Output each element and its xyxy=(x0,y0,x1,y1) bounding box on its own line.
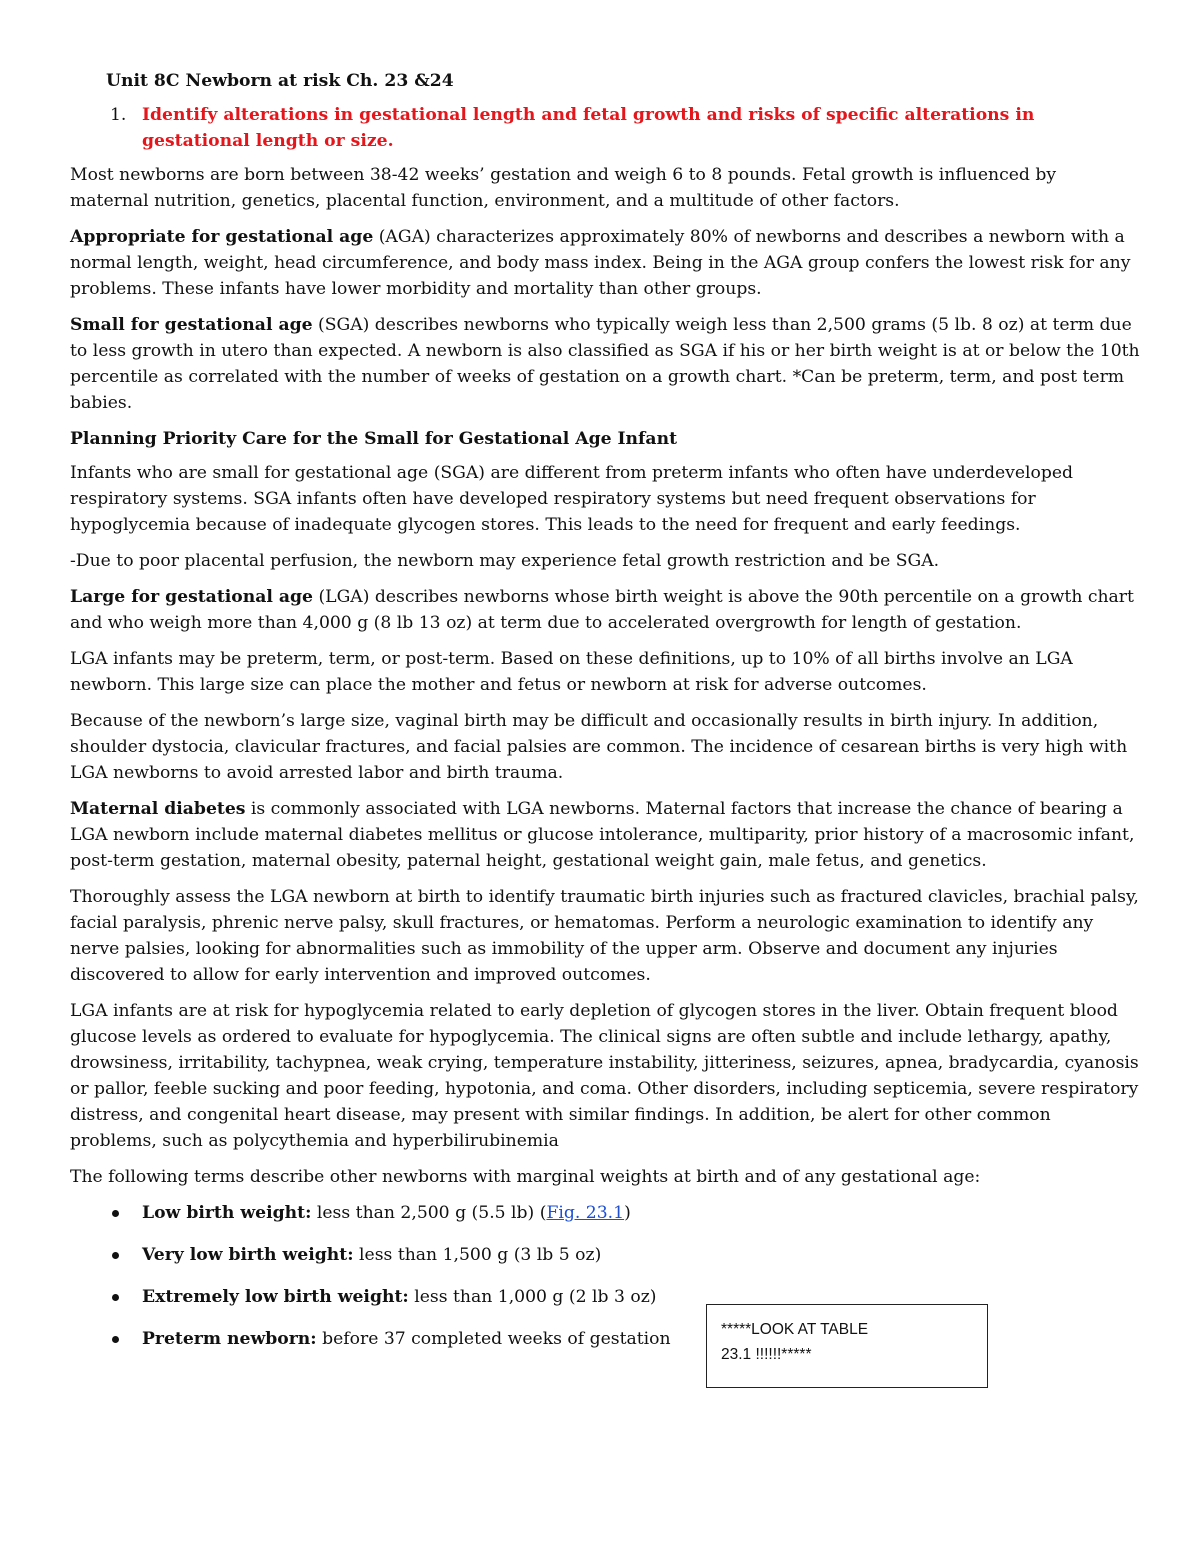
list-item: Very low birth weight: less than 1,500 g (3 lb 5 oz) xyxy=(70,1242,1140,1268)
list-item: Extremely low birth weight: less than 1,000 g (2 lb 3 oz) xyxy=(70,1284,1140,1310)
learning-objective xyxy=(70,102,1140,154)
lga-paragraph xyxy=(70,584,1140,636)
sga-note-paragraph: -Due to poor placental perfusion, the newborn may experience fetal growth restriction and be SGA. xyxy=(70,551,940,571)
hypoglycemia-paragraph: LGA infants are at risk for hypoglycemia related to early depletion of glycogen stores in the liver. Obtain frequent blood glucose levels as ordered to evaluate for hypoglycemia. The clinical signs are often subtle and include lethargy, apathy, drowsiness, irritability, tachypnea, weak crying, temperature instability, jitteriness, seizures, apnea, bradycardia, cyanosis or pallor, feeble sucking and poor feeding, hypotonia, and coma. Other disorders, including septicemia, severe respiratory distress, and congenital heart disease, may present with similar findings. In addition, be alert for other common problems, such as polycythemia and hyperbilirubinemia xyxy=(70,1001,1139,1151)
lga-size-paragraph: Because of the newborn’s large size, vaginal birth may be difficult and occasionally results in birth injury. In addition, shoulder dystocia, clavicular fractures, and facial palsies are common. The incidence of cesarean births is very high with LGA newborns to avoid arrested labor and birth trauma. xyxy=(70,711,1128,783)
table-reminder-line-2: 23.1 !!!!!!***** xyxy=(721,1346,812,1363)
lga-text: (LGA) describes newborns whose birth weight is above the 90th percentile on a growth chart and who weigh more than 4,000 g (8 lb 13 oz) at term due to accelerated overgrowth for length of gestation. xyxy=(70,587,1134,633)
table-reminder-line-1: *****LOOK AT TABLE xyxy=(721,1321,869,1338)
list-item: Low birth weight: less than 2,500 g (5.5 lb) (Fig. 23.1) xyxy=(70,1200,1140,1226)
intro-paragraph: Most newborns are born between 38-42 weeks’ gestation and weigh 6 to 8 pounds. Fetal growth is influenced by maternal nutrition, genetics, placental function, environment, and a multitude of other factors. xyxy=(70,165,1057,211)
bullet-icon xyxy=(112,1294,119,1301)
diabetes-text: is commonly associated with LGA newborns. Maternal factors that increase the chance of bearing a LGA newborn include maternal diabetes mellitus or glucose intolerance, multiparity, prior history of a macrosomic infant, post-term gestation, maternal obesity, paternal height, gestational weight gain, male fetus, and genetics. xyxy=(70,799,1135,871)
bullet-icon xyxy=(112,1210,119,1217)
sga-text: (SGA) describes newborns who typically weigh less than 2,500 grams (5 lb. 8 oz) at term due to less growth in utero than expected. A newborn is also classified as SGA if his or her birth weight is at or below the 10th percentile as correlated with the number of weeks of gestation on a growth chart. *Can be preterm, term, and post term babies. xyxy=(70,315,1140,413)
table-reminder-box xyxy=(706,1304,988,1388)
page-title: Unit 8C Newborn at risk Ch. 23 &24 xyxy=(106,71,454,91)
aga-text: (AGA) characterizes approximately 80% of newborns and describes a newborn with a normal length, weight, head circumference, and body mass index. Being in the AGA group confers the lowest risk for any problems. These infants have lower morbidity and mortality than other groups. xyxy=(70,227,1131,299)
objective-text: Identify alterations in gestational length and fetal growth and risks of specific alterations in gestational length or size. xyxy=(142,105,1035,151)
sga-care-heading: Planning Priority Care for the Small for Gestational Age Infant xyxy=(70,429,678,449)
list-item: Preterm newborn: before 37 completed weeks of gestation xyxy=(70,1326,1140,1352)
sga-paragraph xyxy=(70,312,1140,416)
terms-intro-paragraph: The following terms describe other newborns with marginal weights at birth and of any gestational age: xyxy=(70,1167,981,1187)
diabetes-term: Maternal diabetes xyxy=(70,799,246,819)
bullet-icon xyxy=(112,1252,119,1259)
sga-term: Small for gestational age xyxy=(70,315,313,335)
objective-number: 1. xyxy=(110,105,127,125)
document-body xyxy=(70,68,1140,1368)
sga-care-paragraph: Infants who are small for gestational age (SGA) are different from preterm infants who often have underdeveloped respiratory systems. SGA infants often have developed respiratory systems but need frequent observations for hypoglycemia because of inadequate glycogen stores. This leads to the need for frequent and early feedings. xyxy=(70,463,1074,535)
bullet-icon xyxy=(112,1336,119,1343)
lga-infants-paragraph: LGA infants may be preterm, term, or post-term. Based on these definitions, up to 10% of all births involve an LGA newborn. This large size can place the mother and fetus or newborn at risk for adverse outcomes. xyxy=(70,649,1073,695)
lga-term: Large for gestational age xyxy=(70,587,313,607)
aga-term: Appropriate for gestational age xyxy=(70,227,374,247)
diabetes-paragraph xyxy=(70,796,1140,874)
assessment-paragraph: Thoroughly assess the LGA newborn at birth to identify traumatic birth injuries such as fractured clavicles, brachial palsy, facial paralysis, phrenic nerve palsy, skull fractures, or hematomas. Perform a neurologic examination to identify any nerve palsies, looking for abnormalities such as immobility of the upper arm. Observe and document any injuries discovered to allow for early intervention and improved outcomes. xyxy=(70,887,1139,985)
figure-link[interactable]: Fig. 23.1 xyxy=(546,1203,625,1223)
aga-paragraph xyxy=(70,224,1140,302)
